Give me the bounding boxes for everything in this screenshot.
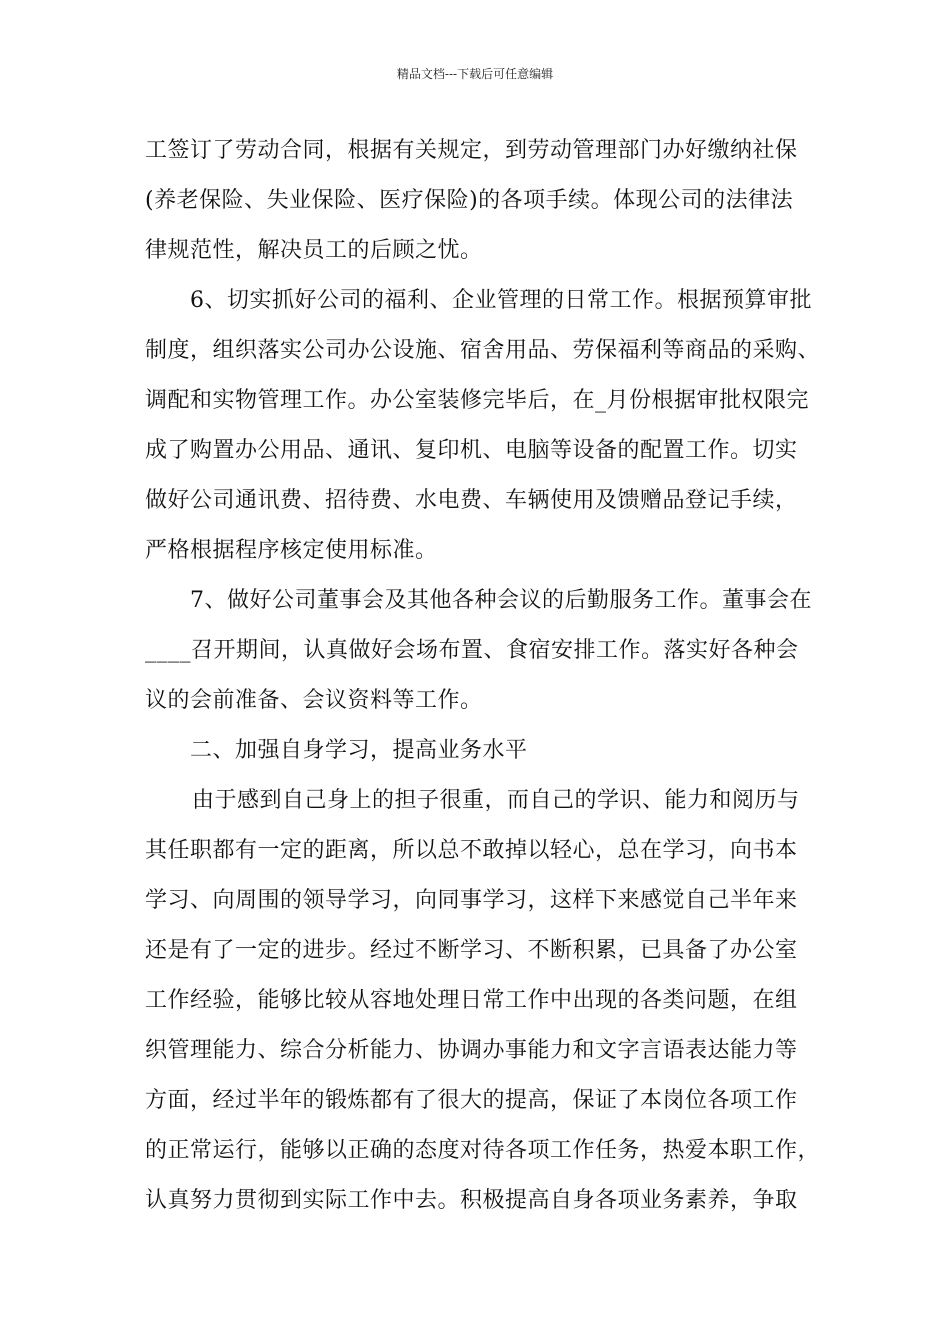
text-line: (养老保险、失业保险、医疗保险)的各项手续。体现公司的法律法 — [145, 188, 794, 213]
text-line: 做好公司通讯费、招待费、水电费、车辆使用及馈赠品登记手续， — [145, 488, 798, 513]
text-line: 调配和实物管理工作。办公室装修完毕后，在_月份根据审批权限完 — [145, 388, 810, 413]
text-line: 方面，经过半年的锻炼都有了很大的提高，保证了本岗位各项工作 — [145, 1088, 798, 1113]
text-line: 其任职都有一定的距离，所以总不敢掉以轻心，总在学习，向书本 — [145, 838, 798, 863]
paragraph-start-line: 由于感到自己身上的担子很重，而自己的学识、能力和阅历与 — [192, 788, 800, 813]
text-line: 的正常运行，能够以正确的态度对待各项工作任务，热爱本职工作， — [145, 1138, 821, 1163]
text-line: 认真努力贯彻到实际工作中去。积极提高自身各项业务素养，争取 — [145, 1188, 798, 1213]
text-line: 议的会前准备、会议资料等工作。 — [145, 688, 483, 713]
text-line: 织管理能力、综合分析能力、协调办事能力和文字言语表达能力等 — [145, 1038, 798, 1063]
text-line: 工作经验，能够比较从容地处理日常工作中出现的各类问题，在组 — [145, 988, 798, 1013]
text-line: 还是有了一定的进步。经过不断学习、不断积累，已具备了办公室 — [145, 938, 798, 963]
page-header: 精品文档---下载后可任意编辑 — [396, 67, 554, 81]
text-line: ____召开期间，认真做好会场布置、食宿安排工作。落实好各种会 — [145, 638, 799, 663]
paragraph-start-line: 7、做好公司董事会及其他各种会议的后勤服务工作。董事会在 — [190, 588, 812, 613]
text-line: 律规范性，解决员工的后顾之忧。 — [145, 238, 483, 263]
text-line: 严格根据程序核定使用标准。 — [145, 538, 438, 563]
paragraph-start-line: 6、切实抓好公司的福利、企业管理的日常工作。根据预算审批 — [190, 288, 812, 313]
text-line: 制度，组织落实公司办公设施、宿舍用品、劳保福利等商品的采购、 — [145, 338, 821, 363]
text-line: 工签订了劳动合同，根据有关规定，到劳动管理部门办好缴纳社保 — [145, 138, 798, 163]
text-line: 学习、向周围的领导学习，向同事学习，这样下来感觉自己半年来 — [145, 888, 798, 913]
text-line: 成了购置办公用品、通讯、复印机、电脑等设备的配置工作。切实 — [145, 438, 798, 463]
section-heading: 二、加强自身学习，提高业务水平 — [190, 738, 528, 763]
